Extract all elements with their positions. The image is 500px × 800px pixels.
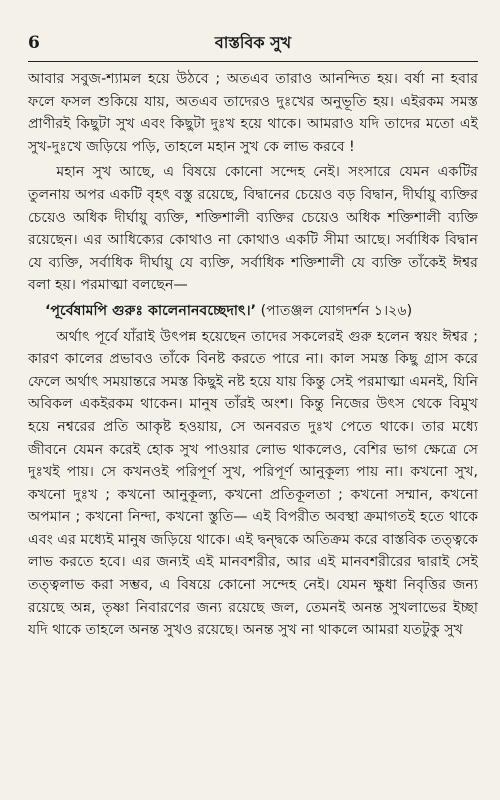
page-number: 6 xyxy=(28,33,40,53)
running-header xyxy=(28,30,478,62)
paragraph-1: আবার সবুজ-শ্যামল হয়ে উঠবে ; অতএব তারাও আনন্দিত হয়। বর্ষা না হবার ফলে ফসল শুকিয়ে যায়, অতএব তাদেরও দুঃখের অনুভূতি হয়। এইরকম সমস্ত প্রাণীরই কিছুটা সুখ এবং কিছুটা দুঃখ হয়ে থাকে। আমরাও যদি তাদের মতো এই সুখ-দুঃখে জড়িয়ে পড়ি, তাহলে মহান সুখ কে লাভ করবে ! xyxy=(28,71,478,155)
chapter-title: বাস্তবিক সুখ xyxy=(214,33,292,52)
quote-verse: ‘পূর্বেষামপি গুরুঃ কালেনানবচ্ছেদাৎ।’ xyxy=(45,302,257,319)
paragraph-3: অর্থাৎ পূর্বে যাঁরাই উৎপন্ন হয়েছেন তাদের সকলেরই গুরু হলেন স্বয়ং ঈশ্বর ; কারণ কালের প্রভাবও তাঁকে বিনষ্ট করতে পারে না। কাল সমস্ত কিছু গ্রাস করে ফেলে অর্থাৎ সময়ান্তরে সমস্ত কিছুই নষ্ট হয়ে যায় কিন্তু সেই পরমাত্মা এমনই, যিনি অবিকল একইরকম থাকেন। মানুষ তাঁরই অংশ। কিন্তু নিজের উৎস থেকে বিমুখ হয়ে নশ্বরের প্রতি আকৃষ্ট হওয়ায়, সে অনবরত দুঃখ পেতে থাকে। তার মধ্যে জীবনে যেমন করেই হোক সুখ পাওয়ার লোভ থাকলেও, বেশির ভাগ ক্ষেত্রে সে দুঃখই পায়। সে কখনওই পরিপূর্ণ সুখ, পরিপূর্ণ আনুকূল্য পায় না। কখনো সুখ, কখনো দুঃখ ; কখনো আনুকূল্য, কখনো প্রতিকূলতা ; কখনো সম্মান, কখনো অপমান ; কখনো নিন্দা, কখনো স্তুতি— এই বিপরীত অবস্থা ক্রমাগতই হতে থাকে এবং এর মধ্যেই মানুষ জড়িয়ে থাকে। এই দ্বন্দ্বকে অতিক্রম করে বাস্তবিক তত্ত্বকে লাভ করতে হবে। এর জন্যই এই মানবশরীর, আর এই মানবশরীরের দ্বারাই সেই তত্ত্বলাভ করা সম্ভব, এ বিষয়ে কোনো সন্দেহ নেই। যেমন ক্ষুধা নিবৃত্তির জন্য রয়েছে অন্ন, তৃষ্ণা নিবারণের জন্য রয়েছে জল, তেমনই অনন্ত সুখলাভের ইচ্ছা যদি থাকে তাহলে অনন্ত সুখও রয়েছে। অনন্ত সুখ না থাকলে আমরা যতটুকু সুখ xyxy=(28,328,478,639)
body-text xyxy=(28,68,478,642)
scripture-quote xyxy=(28,300,478,323)
paragraph-2: মহান সুখ আছে, এ বিষয়ে কোনো সন্দেহ নেই। সংসারে যেমন একটির তুলনায় অপর একটি বৃহৎ বস্তু রয়েছে, বিদ্বানের চেয়েও বড় বিদ্বান, দীর্ঘায়ু ব্যক্তির চেয়েও অধিক দীর্ঘায়ু ব্যক্তি, শক্তিশালী ব্যক্তির চেয়েও অধিক শক্তিশালী ব্যক্তি রয়েছেন। এর আধিক্যের কোথাও না কোথাও একটি সীমা আছে। সর্বাধিক বিদ্বান যে ব্যক্তি, সর্বাধিক দীর্ঘায়ু যে ব্যক্তি, সর্বাধিক শক্তিশালী যে ব্যক্তি তাঁকেই ঈশ্বর বলা হয়। পরমাত্মা বলছেন— xyxy=(28,164,478,294)
quote-source: (পাতঞ্জল যোগদর্শন ১।২৬) xyxy=(260,302,413,319)
